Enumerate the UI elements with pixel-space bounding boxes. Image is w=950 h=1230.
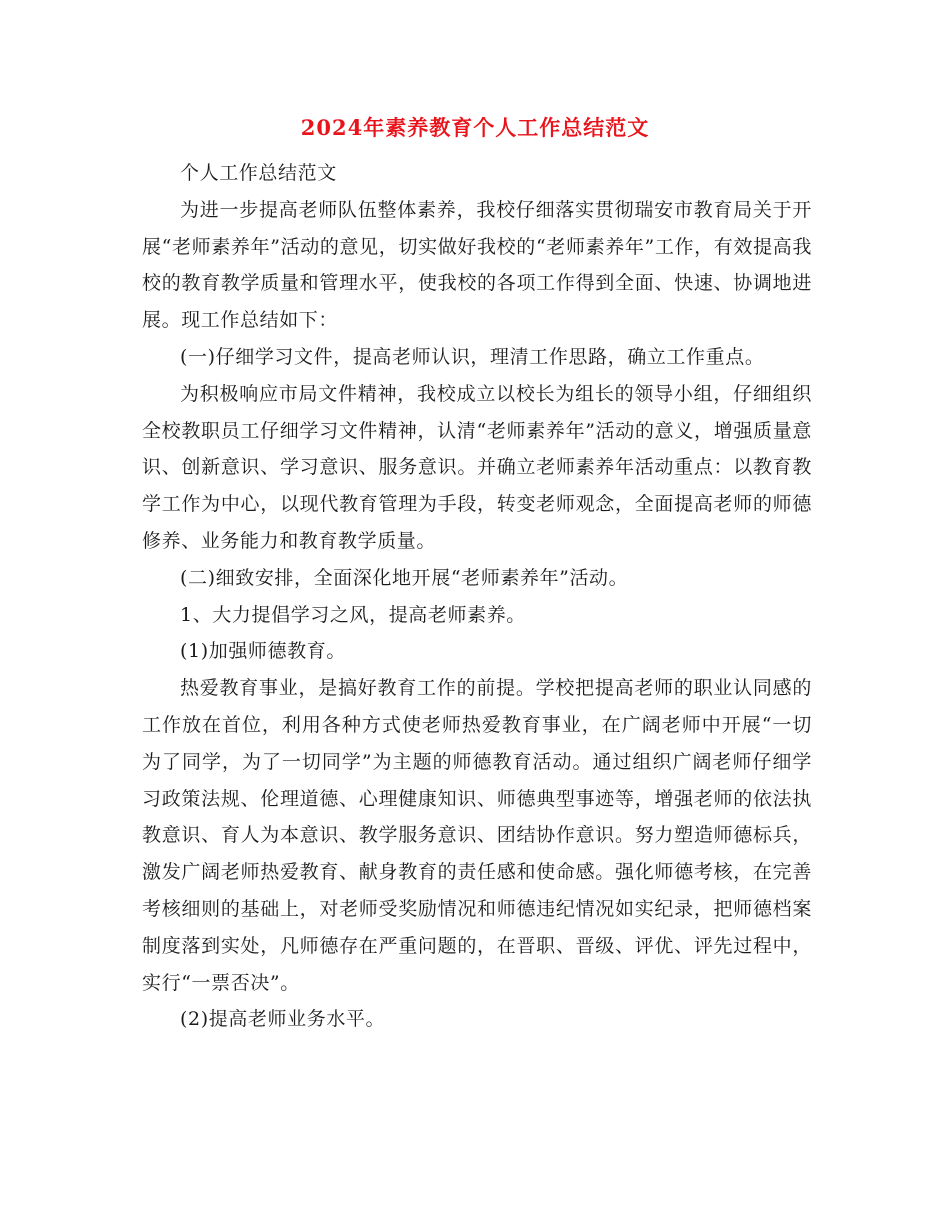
- document-body: [142, 155, 812, 1038]
- subheading-1: 1、大力提倡学习之风，提高老师素养。: [180, 603, 526, 626]
- section-heading-1: (一)仔细学习文件，提高老师认识，理清工作思路，确立工作重点。: [180, 345, 765, 368]
- paragraph-section-1: 为积极响应市局文件精神，我校成立以校长为组长的领导小组，仔细组织全校教职员工仔细学习文件精神，认清“老师素养年”活动的意义，增强质量意识、创新意识、学习意识、服务意识。并确立老师素养年活动重点：以教育教学工作为中心，以现代教育管理为手段，转变老师观念，全面提高老师的师德修养、业务能力和教育教学质量。: [142, 382, 812, 552]
- section-heading-2: (二)细致安排，全面深化地开展“老师素养年”活动。: [180, 566, 629, 589]
- paragraph-ethics: 热爱教育事业，是搞好教育工作的前提。学校把提高老师的职业认同感的工作放在首位，利用各种方式使老师热爱教育事业，在广阔老师中开展“一切为了同学，为了一切同学”为主题的师德教育活动。通过组织广阔老师仔细学习政策法规、伦理道德、心理健康知识、师德典型事迹等，增强老师的依法执教意识、育人为本意识、教学服务意识、团结协作意识。努力塑造师德标兵，激发广阔老师热爱教育、献身教育的责任感和使命感。强化师德考核，在完善考核细则的基础上，对老师受奖励情况和师德违纪情况如实纪录，把师德档案制度落到实处，凡师德存在严重问题的，在晋职、晋级、评优、评先过程中，实行“一票否决”。: [142, 677, 812, 994]
- paragraph-subtitle: 个人工作总结范文: [180, 162, 337, 184]
- paragraph-intro: 为进一步提高老师队伍整体素养，我校仔细落实贯彻瑞安市教育局关于开展“老师素养年”活动的意见，切实做好我校的“老师素养年”工作，有效提高我校的教育教学质量和管理水平，使我校的各项工作得到全面、快速、协调地进展。现工作总结如下：: [142, 198, 812, 332]
- subheading-1-2: (2)提高老师业务水平。: [180, 1008, 386, 1031]
- document-title: 2024年素养教育个人工作总结范文: [300, 115, 650, 140]
- subheading-1-1: (1)加强师德教育。: [180, 640, 346, 663]
